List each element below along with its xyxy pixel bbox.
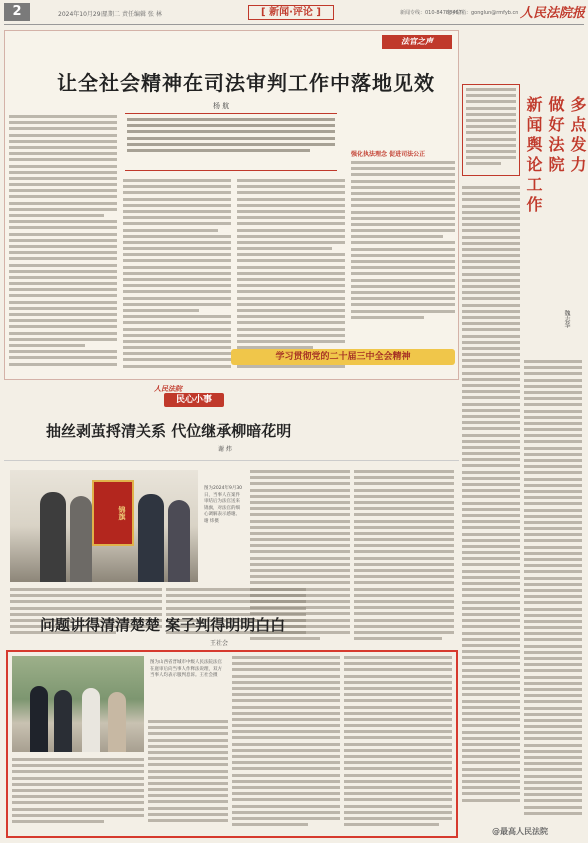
issue-date: 2024年10月29日 xyxy=(58,11,107,18)
news-email: 电子信箱：gonglun@rmfyb.cn xyxy=(446,10,519,16)
bottom-body xyxy=(148,720,228,834)
side-article-title: 多点发力 做好法院 新闻舆论工作 xyxy=(524,96,587,216)
bottom-article-title: 问题讲得清清楚楚 案子判得明明白白 xyxy=(40,616,286,634)
banner-flag: 锦旗 xyxy=(92,480,134,546)
column-logo: 人民法院 民心小事 xyxy=(154,384,230,410)
side-lead-box xyxy=(462,84,520,176)
mid-rule xyxy=(4,460,459,461)
page-header xyxy=(0,0,588,26)
top-article-author: 杨 航 xyxy=(213,102,230,110)
lead-box xyxy=(125,113,337,171)
news-hotline: 新闻专线：010-84788467 xyxy=(400,10,462,16)
top-article xyxy=(4,30,459,380)
person xyxy=(108,692,126,752)
newspaper-brand: 人民法院报 xyxy=(520,6,586,21)
body-column xyxy=(123,179,231,377)
mid-article-author: 谢 炜 xyxy=(218,446,232,453)
person xyxy=(40,492,66,582)
sub-lead-heading: 强化执法理念 促进司法公正 xyxy=(351,151,426,158)
bottom-body xyxy=(344,656,452,834)
header-rule xyxy=(4,24,584,25)
side-body xyxy=(462,186,520,836)
mid-article xyxy=(4,384,459,468)
section-label: [ 新闻·评论 ] xyxy=(248,5,334,20)
body-column xyxy=(9,115,117,377)
top-article-title: 让全社会精神在司法审判工作中落地见效 xyxy=(57,71,435,95)
body-column xyxy=(237,179,345,377)
person xyxy=(30,686,48,752)
study-banner: 学习贯彻党的二十届三中全会精神 xyxy=(231,349,455,365)
editor-line: 责任编辑 张 林 xyxy=(122,11,162,18)
person xyxy=(54,690,72,752)
issue-weekday: 星期二 xyxy=(102,11,121,18)
mid-article-title: 抽丝剥茧捋清关系 代位继承柳暗花明 xyxy=(46,422,292,440)
mid-photo xyxy=(10,470,198,582)
column-tag: 法官之声 xyxy=(382,35,452,49)
bottom-body xyxy=(232,656,340,834)
page-number: 2 xyxy=(4,3,30,21)
person xyxy=(82,688,100,752)
side-body xyxy=(524,360,582,836)
source-watermark: @最高人民法院 xyxy=(492,827,548,836)
body-column xyxy=(351,161,455,331)
side-article xyxy=(462,30,587,840)
bottom-article-author: 王社会 xyxy=(210,640,229,647)
person xyxy=(168,500,190,582)
bottom-body xyxy=(12,758,144,834)
side-article-author: 魏志华 xyxy=(563,310,570,328)
mid-photo-caption: 图为2024年9月30日，当事人在案件审结后为法官送来锦旗，对法官的细心调解表示感谢。 谢 炜摄 xyxy=(204,486,243,524)
bottom-photo-caption: 图为山西省晋城市中级人民法院法官在庭审后向当事人作释法说理，双方当事人均表示服判息诉。王社会摄 xyxy=(150,660,222,678)
mid-body xyxy=(354,470,454,648)
bottom-photo xyxy=(12,656,144,752)
person xyxy=(138,494,164,582)
person xyxy=(70,496,92,582)
